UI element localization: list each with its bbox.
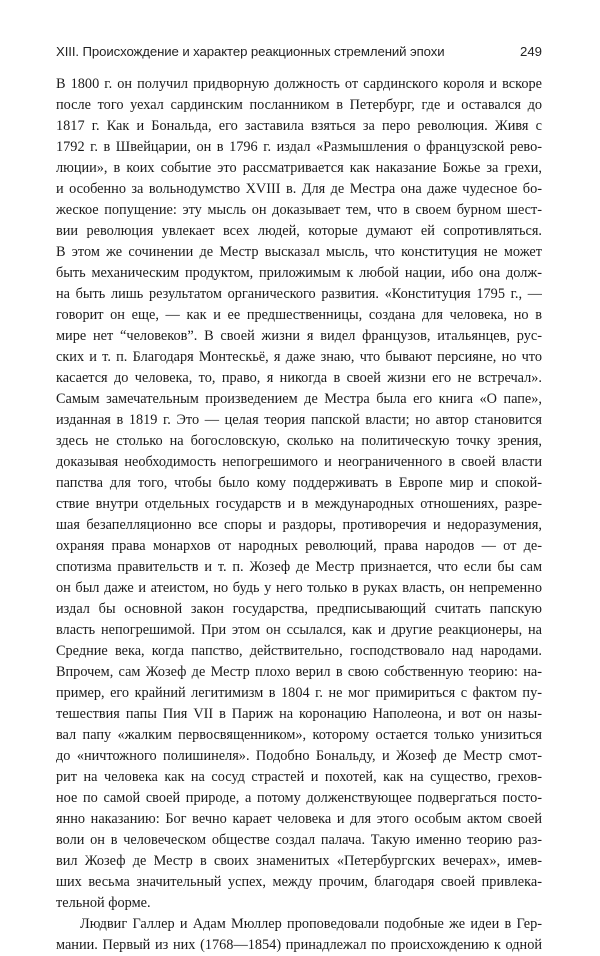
text-line: Самым замечательным произведением де Местра была его книга «О папе»,	[56, 391, 542, 407]
text-line: власть непогрешимой. При этом он ссылался, как и другие реакционеры, на	[56, 622, 542, 638]
text-line: после того уехал сардинским посланником в Петербург, где и оставался до	[56, 97, 542, 113]
text-line: говорит он еще, — как и ее предшественницы, создана для человека, но в	[56, 307, 542, 323]
text-line: тешествия папы Пия VII в Париж на коронацию Наполеона, и вот он назы-	[56, 706, 542, 722]
text-line: воли он в человеческом обществе создал палача. Такую именно теорию раз-	[56, 832, 542, 848]
text-line: здесь не столько на богословскую, сколько на политическую точку зрения,	[56, 433, 542, 449]
text-line: быть механическим продуктом, приложимым к любой нации, ибо она долж-	[56, 265, 542, 281]
text-line: вии революция увлекает всех людей, которые думают ей сопротивляться.	[56, 223, 542, 239]
text-line: тельной форме.	[56, 895, 151, 911]
text-line: спотизма правительств и т. п. Жозеф де Местр признается, что если бы сам	[56, 559, 542, 575]
running-title: XIII. Происхождение и характер реакционных стремлений эпохи	[56, 44, 445, 59]
text-line: доказывая необходимость непогрешимого и неограниченного в своей власти	[56, 454, 542, 470]
text-line: и особенно за вольнодумство XVIII в. Для де Местра она даже чудесное бо-	[56, 181, 542, 197]
text-line: касается до человека, то, право, я никогда в своей жизни его не встречал».	[56, 370, 542, 386]
paragraph	[56, 74, 542, 914]
body-text	[56, 74, 542, 956]
text-line: рит на человека как на сосуд страстей и похотей, как на существо, грехов-	[56, 769, 542, 785]
text-line: охраняя права монархов от народных революций, права народов — от де-	[56, 538, 542, 554]
text-line: папства для того, чтобы было кому поддерживать в Европе мир и спокой-	[56, 475, 542, 491]
text-line: изданная в 1819 г. Это — целая теория папской власти; но автор становится	[56, 412, 542, 428]
text-line: 1817 г. Как и Бональда, его заставила взяться за перо революция. Живя с	[56, 118, 542, 134]
text-line: на быть лишь результатом органического развития. «Конституция 1795 г., —	[56, 286, 542, 302]
text-line: ших весьма значительный успех, между прочим, благодаря своей привлека-	[56, 874, 542, 890]
text-line: ствие внутри отдельных государств и в международных отношениях, разре-	[56, 496, 542, 512]
text-line: янно наказанию: Бог вечно карает человека и для этого особым актом своей	[56, 811, 542, 827]
page-number: 249	[519, 44, 542, 59]
text-line: он был даже и атеистом, но будь у него только в руках власть, он непременно	[56, 580, 542, 596]
text-line: люции», в коих событие это рассматривается как наказание Божье за грехи,	[56, 160, 542, 176]
text-line: В этом же сочинении де Местр высказал мысль, что конституция не может	[56, 244, 542, 260]
text-line: вал папу «жалким первосвященником», которому остается только унизиться	[56, 727, 542, 743]
text-line: издал бы основной закон государства, предписывающий считать папскую	[56, 601, 542, 617]
paragraph	[56, 914, 542, 956]
text-line: мире нет “человеков”. В своей жизни я видел французов, итальянцев, рус-	[56, 328, 542, 344]
text-line: 1792 г. в Швейцарии, он в 1796 г. издал «Размышления о французской рево-	[56, 139, 542, 155]
text-line: шая безапелляционно все споры и раздоры, противоречия и недоразумения,	[56, 517, 542, 533]
text-line: вил Жозеф де Местр в своих знаменитых «Петербургских вечерах», имев-	[56, 853, 542, 869]
text-line: пример, его крайний легитимизм в 1804 г. не мог примириться с фактом пу-	[56, 685, 542, 701]
text-line: до «ничтожного полишинеля». Подобно Бональду, и Жозеф де Местр смот-	[56, 748, 542, 764]
text-line: мании. Первый из них (1768—1854) принадлежал по происхождению к одной	[56, 937, 542, 953]
text-line: ских и т. п. Благодаря Монтескьё, я даже знаю, что бывают персияне, но что	[56, 349, 542, 365]
text-line: жеское попущение: эту мысль он доказывает тем, что в своем бурном шест-	[56, 202, 542, 218]
running-header	[56, 44, 542, 64]
text-line: В 1800 г. он получил придворную должность от сардинского короля и вскоре	[56, 76, 542, 92]
text-line: ное по самой своей природе, а потому долженствующее подвергаться посто-	[56, 790, 542, 806]
text-line: Впрочем, сам Жозеф де Местр плохо верил в свою собственную теорию: на-	[56, 664, 542, 680]
text-line: Людвиг Галлер и Адам Мюллер проповедовали подобные же идеи в Гер-	[80, 916, 542, 932]
text-line: Средние века, когда папство, действительно, господствовало над народами.	[56, 643, 542, 659]
